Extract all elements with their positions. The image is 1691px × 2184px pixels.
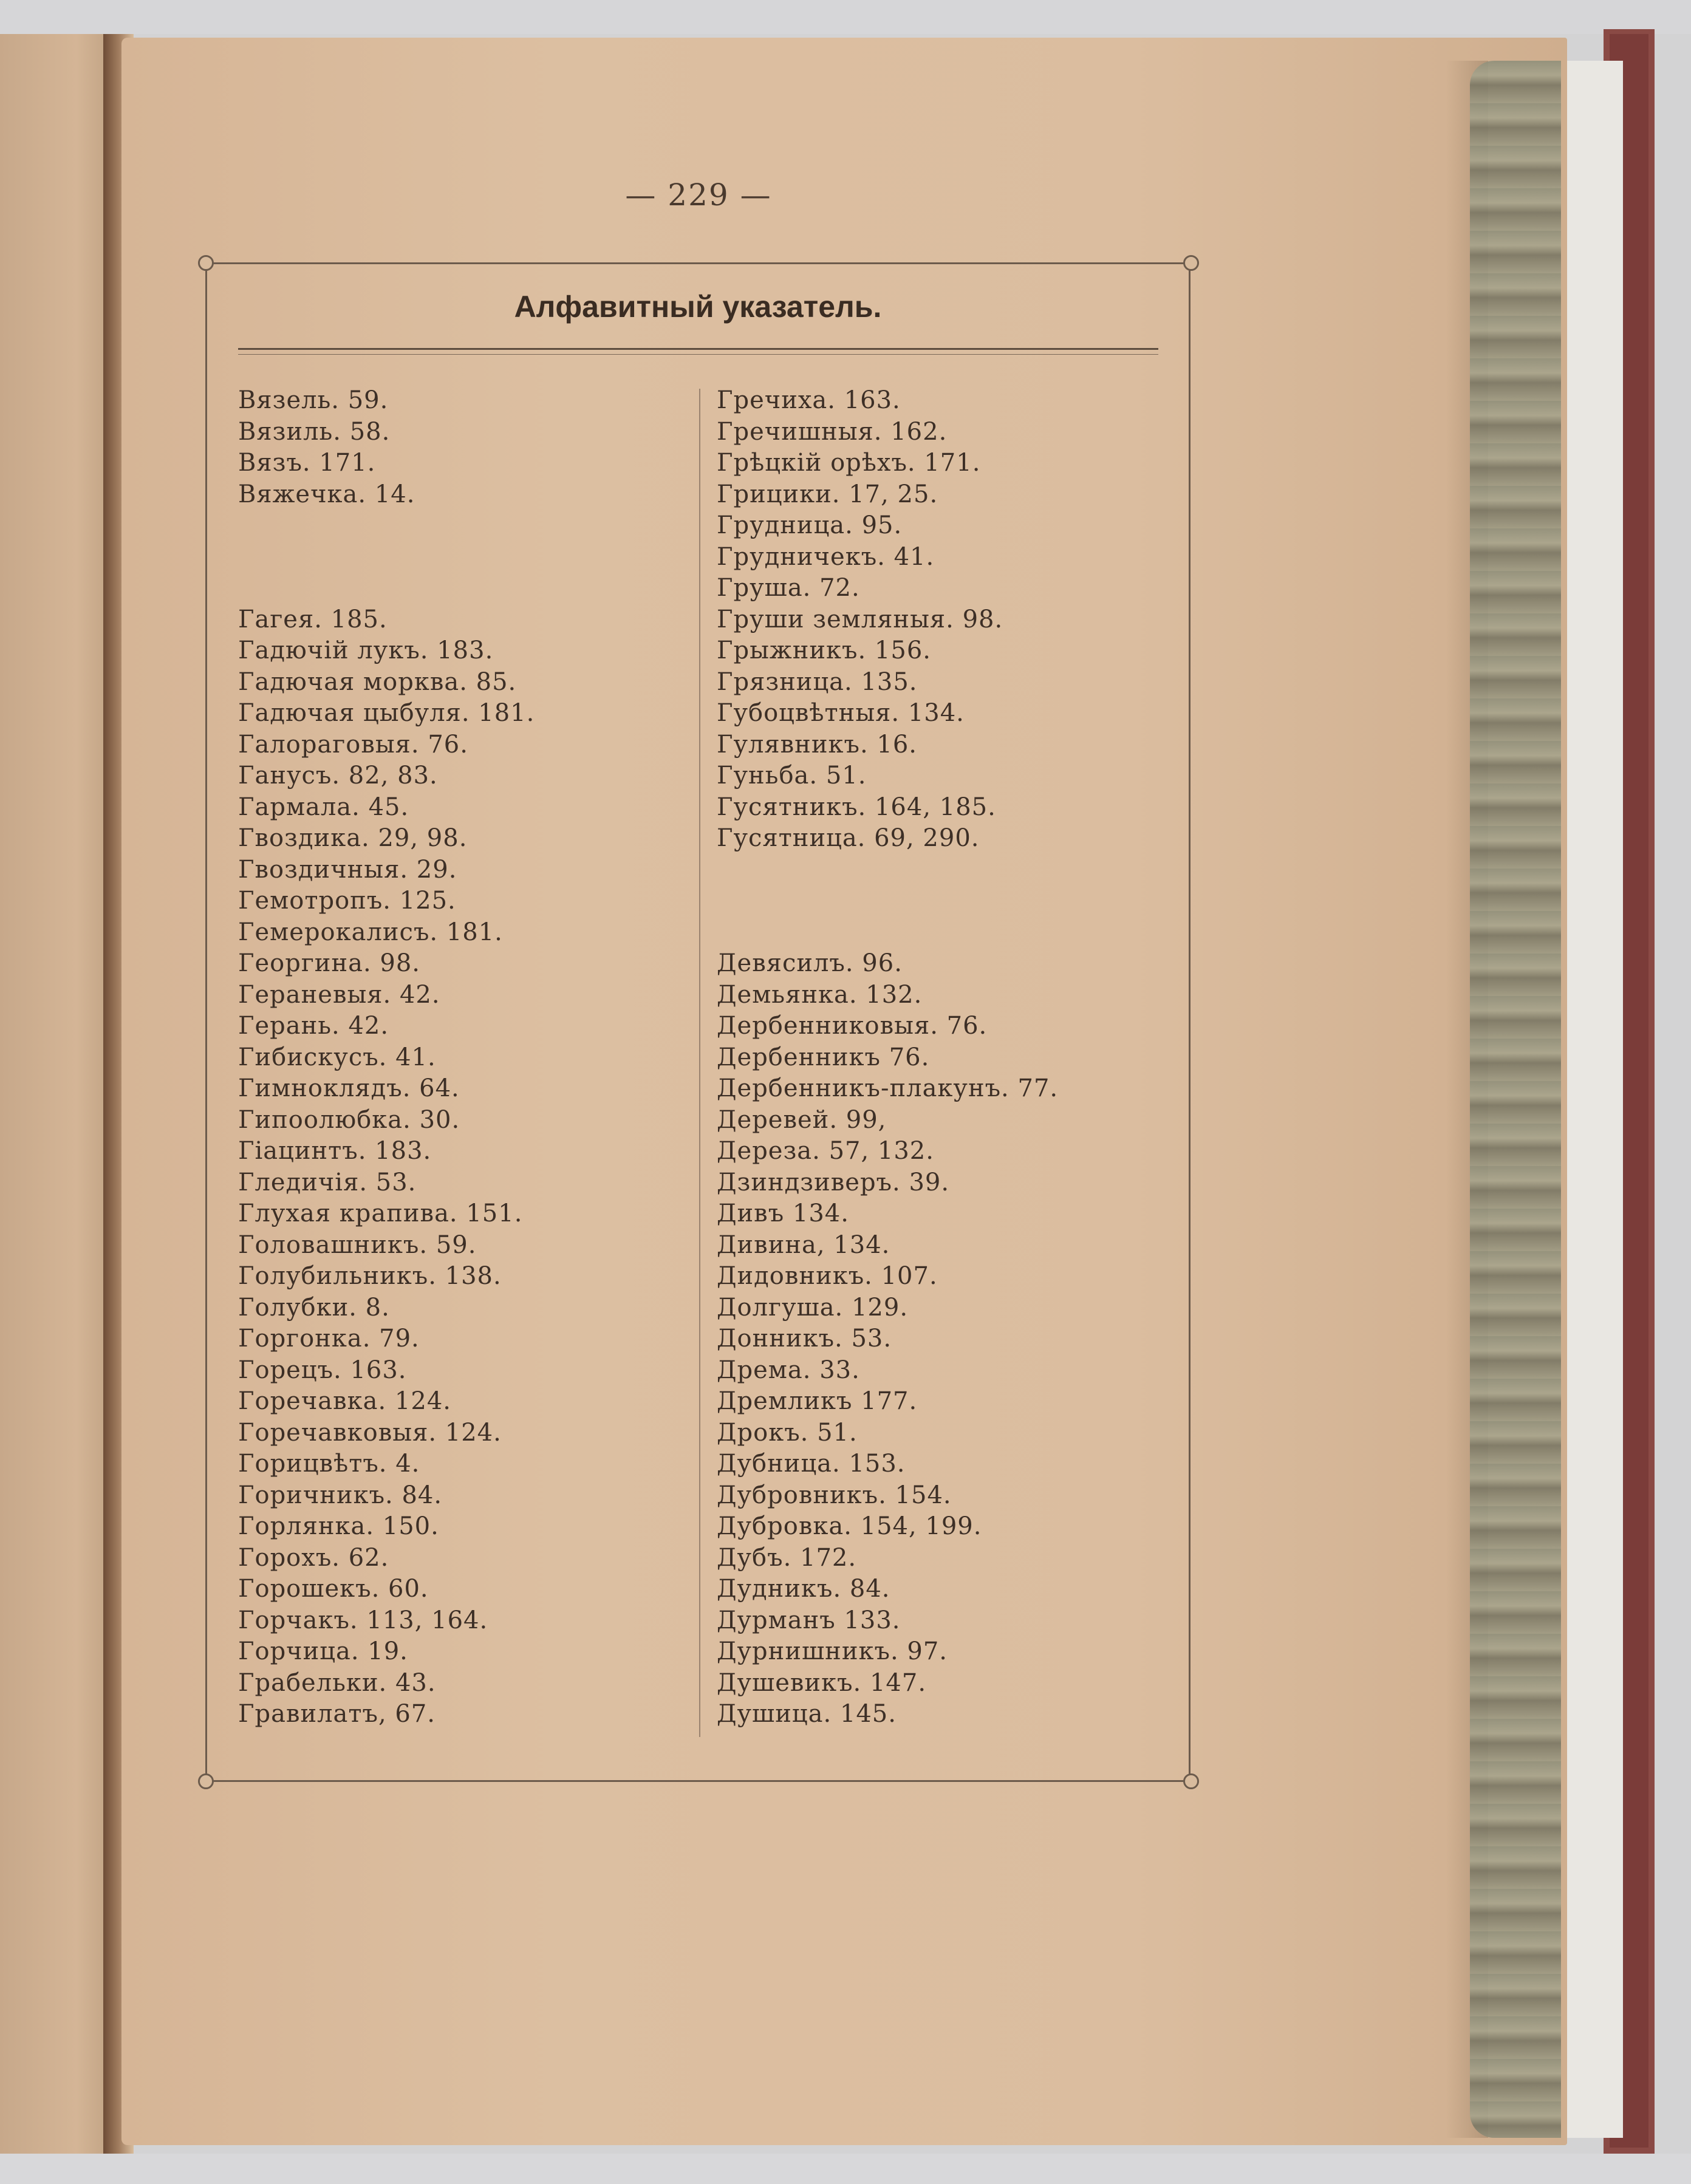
index-entry: Гераневыя. 42. — [238, 980, 440, 1009]
index-entry: Грыжникъ. 156. — [717, 636, 931, 664]
index-entry: Дурманъ 133. — [717, 1606, 901, 1634]
index-entry: Горчица. 19. — [238, 1637, 408, 1665]
index-entry: Горечавковыя. 124. — [238, 1418, 502, 1447]
index-entry: Дербенникъ-плакунъ. 77. — [717, 1074, 1059, 1102]
index-entry: Дрема. 33. — [717, 1356, 860, 1384]
index-entry: Дербенниковыя. 76. — [717, 1012, 988, 1040]
index-entry: Гусятникъ. 164, 185. — [717, 793, 996, 821]
index-entry: Гибискусъ. 41. — [238, 1043, 436, 1071]
index-entry: Глухая крапива. 151. — [238, 1199, 523, 1227]
index-entry: Гусятница. 69, 290. — [717, 824, 980, 852]
index-entry — [717, 886, 1058, 917]
index-entry: Гречиха. 163. — [717, 386, 901, 414]
index-entry: Вязель. 59. — [238, 386, 389, 414]
index-entry: Голубильникъ. 138. — [238, 1262, 502, 1290]
index-entry: Груши земляныя. 98. — [717, 605, 1003, 633]
index-entry: Дрокъ. 51. — [717, 1418, 858, 1447]
index-entry — [717, 855, 1058, 886]
index-entry — [717, 917, 1058, 949]
index-entry: Горохъ. 62. — [238, 1543, 389, 1572]
index-entry: Гагея. 185. — [238, 605, 388, 633]
index-entry: Горчакъ. 113, 164. — [238, 1606, 488, 1634]
worn-page-edges — [1470, 61, 1561, 2138]
index-entry: Гадючая цыбуля. 181. — [238, 699, 535, 727]
index-entry: Ганусъ. 82, 83. — [238, 762, 438, 790]
index-entry: Горицвѣтъ. 4. — [238, 1450, 420, 1478]
index-entry: Дивина, 134. — [717, 1230, 890, 1259]
index-entry: Гемерокалисъ. 181. — [238, 918, 503, 946]
index-entry: Долгуша. 129. — [717, 1293, 909, 1322]
index-title: Алфавитный указатель. — [514, 290, 882, 324]
index-entry: Гравилатъ, 67. — [238, 1700, 436, 1728]
index-entry: Дудникъ. 84. — [717, 1575, 890, 1603]
index-entry: Горлянка. 150. — [238, 1512, 439, 1540]
corner-ornament-icon — [1183, 1773, 1199, 1789]
index-entry: Дербенникъ 76. — [717, 1043, 930, 1071]
index-entry: Грудница. 95. — [717, 511, 903, 539]
index-entry: Гулявникъ. 16. — [717, 730, 917, 759]
index-entry: Горошекъ. 60. — [238, 1575, 429, 1603]
index-entry: Гармала. 45. — [238, 793, 409, 821]
title-rule — [238, 348, 1158, 350]
index-entry: Дубница. 153. — [717, 1450, 906, 1478]
index-entry: Дивъ 134. — [717, 1199, 849, 1227]
index-entry: Дереза. 57, 132. — [717, 1137, 934, 1165]
index-entry: Горгонка. 79. — [238, 1325, 420, 1353]
index-entry — [238, 542, 535, 573]
index-entry: Дубровникъ. 154. — [717, 1481, 952, 1509]
index-entry: Гречишныя. 162. — [717, 417, 948, 446]
index-entry: Душевикъ. 147. — [717, 1668, 927, 1697]
index-entry: Гледичія. 53. — [238, 1168, 417, 1196]
index-entry: Головашникъ. 59. — [238, 1230, 477, 1259]
corner-ornament-icon — [1183, 255, 1199, 271]
index-entry: Груша. 72. — [717, 574, 860, 602]
index-entry — [238, 573, 535, 604]
index-entry: Деревей. 99, — [717, 1105, 887, 1134]
index-entry: Вязъ. 171. — [238, 449, 376, 477]
index-entry: Горечавка. 124. — [238, 1387, 451, 1415]
index-entry: Гадючая морква. 85. — [238, 667, 517, 696]
column-divider — [699, 389, 700, 1737]
index-entry: Дидовникъ. 107. — [717, 1262, 938, 1290]
scan-background-top — [0, 0, 1691, 34]
index-entry: Галораговыя. 76. — [238, 730, 468, 759]
index-entry: Девясилъ. 96. — [717, 949, 903, 977]
index-entry: Вязиль. 58. — [238, 417, 391, 446]
scan-background-bottom — [0, 2154, 1691, 2184]
index-entry: Дурнишникъ. 97. — [717, 1637, 948, 1665]
index-entry: Грязница. 135. — [717, 667, 918, 696]
index-entry: Вяжечка. 14. — [238, 480, 415, 508]
index-entry: Гвоздичныя. 29. — [238, 855, 457, 884]
index-column-left — [238, 385, 535, 1730]
index-entry: Грѣцкій орѣхъ. 171. — [717, 449, 981, 477]
index-entry: Грабельки. 43. — [238, 1668, 436, 1697]
index-entry: Гіацинтъ. 183. — [238, 1137, 432, 1165]
corner-ornament-icon — [198, 255, 214, 271]
index-entry: Горичникъ. 84. — [238, 1481, 443, 1509]
index-entry: Дзиндзиверъ. 39. — [717, 1168, 950, 1196]
index-entry: Гадючій лукъ. 183. — [238, 636, 494, 664]
index-entry — [238, 510, 535, 542]
index-entry: Дремликъ 177. — [717, 1387, 918, 1415]
index-entry: Губоцвѣтныя. 134. — [717, 699, 965, 727]
index-entry: Георгина. 98. — [238, 949, 421, 977]
index-entry: Гемотропъ. 125. — [238, 887, 456, 915]
index-entry: Гуньба. 51. — [717, 762, 867, 790]
index-entry: Душица. 145. — [717, 1700, 897, 1728]
index-entry: Гвоздика. 29, 98. — [238, 824, 468, 852]
corner-ornament-icon — [198, 1773, 214, 1789]
page-number: — 229 — — [625, 177, 772, 213]
index-entry: Горецъ. 163. — [238, 1356, 407, 1384]
index-column-right — [717, 385, 1058, 1730]
index-entry: Гимноклядъ. 64. — [238, 1074, 460, 1102]
index-entry: Демьянка. 132. — [717, 980, 923, 1009]
index-entry: Донникъ. 53. — [717, 1325, 892, 1353]
index-entry: Герань. 42. — [238, 1012, 389, 1040]
title-rule-thin — [238, 354, 1158, 355]
index-entry: Гипоолюбка. 30. — [238, 1105, 460, 1134]
index-entry: Грудничекъ. 41. — [717, 542, 935, 571]
index-entry: Голубки. 8. — [238, 1293, 390, 1322]
index-entry: Дубровка. 154, 199. — [717, 1512, 982, 1540]
index-entry: Дубъ. 172. — [717, 1543, 857, 1572]
index-entry: Грицики. 17, 25. — [717, 480, 938, 508]
